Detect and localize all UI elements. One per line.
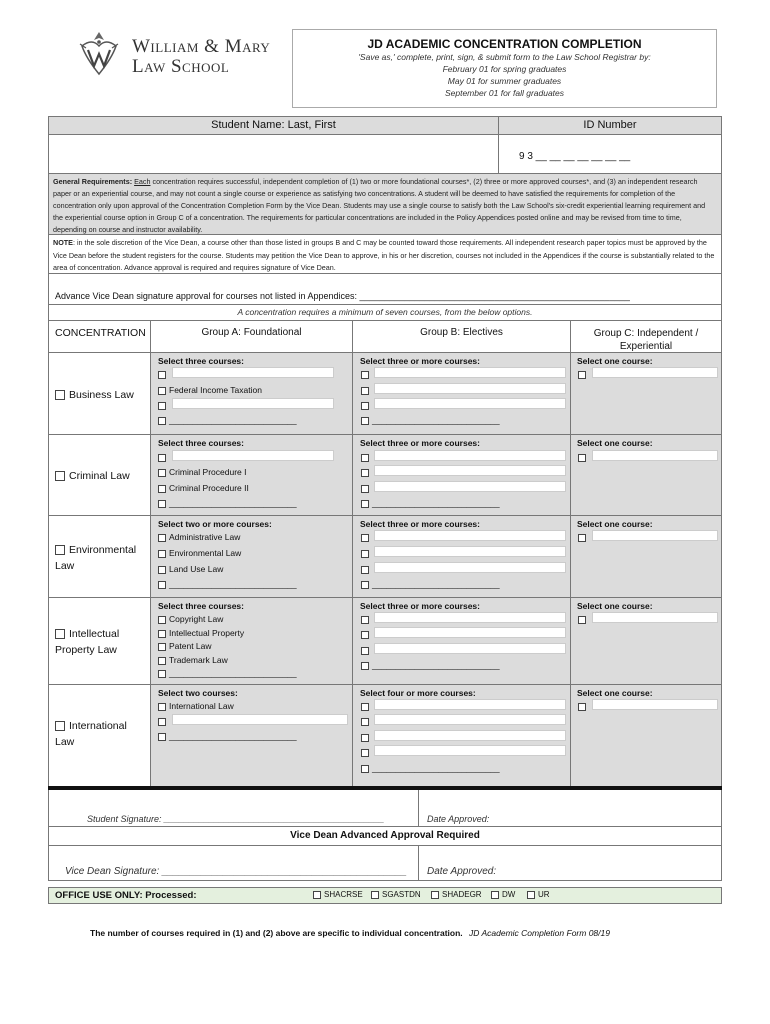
row2-b-opt1[interactable] [361, 452, 372, 462]
row4-a-opt5[interactable]: ___________________________ [158, 668, 297, 678]
checkbox[interactable] [158, 670, 166, 678]
row4-a-opt2[interactable]: Intellectual Property [158, 628, 244, 638]
checkbox[interactable] [158, 703, 166, 711]
row3-b-opt3[interactable] [361, 564, 372, 574]
advance-approval-row[interactable] [48, 273, 722, 305]
wm-crest-logo [74, 28, 124, 78]
row2-a-opt1[interactable] [158, 452, 169, 462]
checkbox[interactable] [158, 643, 166, 651]
row3-c-opt1[interactable] [578, 532, 589, 542]
group-c-header [570, 320, 722, 353]
checkbox[interactable] [361, 765, 369, 773]
row4-b-opt2[interactable] [361, 629, 372, 639]
row2-a-input1[interactable] [172, 450, 334, 461]
header-line-3: May 01 for summer graduates [447, 76, 562, 86]
checkbox[interactable] [158, 630, 166, 638]
row1-c-select-label: Select one course: [577, 356, 653, 366]
row3-b-opt1[interactable] [361, 532, 372, 542]
id-number-input[interactable] [498, 134, 722, 174]
row5-b-opt5[interactable]: ___________________________ [361, 763, 500, 773]
student-signature-row[interactable] [48, 790, 419, 827]
id-number-header [498, 116, 722, 135]
concentration-business-law[interactable] [55, 387, 134, 403]
checkbox[interactable] [158, 485, 166, 493]
row5-b-input4[interactable] [374, 745, 566, 756]
row3-b-input1[interactable] [374, 530, 566, 541]
date-approved-2-row[interactable] [418, 845, 722, 881]
checkbox[interactable] [361, 703, 369, 711]
vice-dean-header-row [48, 826, 722, 846]
row4-b-input3[interactable] [374, 643, 566, 654]
vice-dean-signature-row[interactable] [48, 845, 419, 881]
advance-approval-blank: ______________________________________________________ [359, 291, 630, 301]
header-line-1: 'Save as,' complete, print, sign, & submit form to the Law School Registrar by: [358, 52, 651, 62]
checkbox[interactable] [527, 891, 535, 899]
checkbox[interactable] [361, 454, 369, 462]
row5-c-opt1[interactable] [578, 701, 589, 711]
concentration-criminal-law[interactable] [55, 468, 130, 484]
checkbox[interactable] [361, 469, 369, 477]
group-b-header [352, 320, 571, 353]
concentration-ip-law[interactable] [55, 626, 147, 658]
office-code-sgastdn[interactable]: SGASTDN [371, 890, 421, 899]
row2-c-opt1[interactable] [578, 452, 589, 462]
row5-b-opt2[interactable] [361, 716, 372, 726]
checkbox[interactable] [158, 534, 166, 542]
checkbox[interactable] [361, 550, 369, 558]
student-name-label: Student Name: Last, First [211, 119, 336, 131]
advance-approval-label: Advance Vice Dean signature approval for courses not listed in Appendices: [55, 291, 358, 301]
row2-c-input1[interactable] [592, 450, 718, 461]
checkbox[interactable] [158, 657, 166, 665]
row2-c-select-label: Select one course: [577, 438, 653, 448]
concentration-col-header [48, 320, 151, 353]
row5-a-opt1[interactable]: International Law [158, 701, 234, 711]
row2-b-input3[interactable] [374, 481, 566, 492]
checkbox[interactable] [158, 566, 166, 574]
row1-c-opt1[interactable] [578, 369, 589, 379]
checkbox[interactable] [158, 371, 166, 379]
row5-b-opt3[interactable] [361, 732, 372, 742]
row5-a-input2[interactable] [172, 714, 348, 725]
footer-form-id: JD Academic Completion Form 08/19 [469, 928, 610, 938]
row1-b-opt4[interactable]: ___________________________ [361, 415, 500, 425]
criminal-law-name: Criminal Law [69, 470, 130, 482]
row1-b-select-label: Select three or more courses: [360, 356, 480, 366]
concentration-col-label: CONCENTRATION [55, 327, 146, 339]
row5-c-input1[interactable] [592, 699, 718, 710]
row5-a-opt2[interactable] [158, 716, 169, 726]
checkbox[interactable] [158, 454, 166, 462]
row4-c-select-label: Select one course: [577, 601, 653, 611]
checkbox[interactable] [158, 718, 166, 726]
checkbox[interactable] [361, 749, 369, 757]
row1-a-input1[interactable] [172, 367, 334, 378]
checkbox[interactable] [361, 631, 369, 639]
row4-a-select-label: Select three courses: [158, 601, 244, 611]
row3-b-input3[interactable] [374, 562, 566, 573]
checkbox[interactable] [578, 454, 586, 462]
checkbox[interactable] [158, 402, 166, 410]
date-approved-1-label: Date Approved: [427, 814, 490, 824]
row4-b-opt4[interactable]: ___________________________ [361, 660, 500, 670]
checkbox[interactable] [361, 581, 369, 589]
student-name-input[interactable] [48, 134, 499, 174]
form-title: JD ACADEMIC CONCENTRATION COMPLETION [367, 37, 642, 51]
footer-text: The number of courses required in (1) and (2) above are specific to individual concentration. [90, 928, 463, 938]
checkbox[interactable] [158, 616, 166, 624]
checkbox[interactable] [361, 485, 369, 493]
checkbox[interactable] [431, 891, 439, 899]
footer [90, 928, 610, 938]
row2-b-opt4[interactable]: ___________________________ [361, 498, 500, 508]
checkbox[interactable] [578, 534, 586, 542]
row5-b-select-label: Select four or more courses: [360, 688, 476, 698]
environmental-law-name: Environmental Law [55, 544, 137, 572]
concentration-international-law[interactable] [55, 718, 147, 750]
row5-b-opt4[interactable] [361, 747, 372, 757]
ip-law-checkbox[interactable] [55, 629, 65, 639]
row2-b-select-label: Select three or more courses: [360, 438, 480, 448]
group-a-header [150, 320, 353, 353]
row1-b-input1[interactable] [374, 367, 566, 378]
checkbox[interactable] [491, 891, 499, 899]
concentration-environmental-law[interactable] [55, 542, 147, 574]
row2-a-select-label: Select three courses: [158, 438, 244, 448]
row2-b-input2[interactable] [374, 465, 566, 476]
criminal-law-checkbox[interactable] [55, 471, 65, 481]
group-c-label: Group C: Independent / Experiential [593, 328, 699, 352]
row3-c-select-label: Select one course: [577, 519, 653, 529]
checkbox[interactable] [158, 733, 166, 741]
checkbox[interactable] [158, 469, 166, 477]
date-approved-2-label: Date Approved: [427, 866, 497, 877]
office-use-row [48, 887, 722, 904]
checkbox[interactable] [578, 371, 586, 379]
environmental-law-checkbox[interactable] [55, 545, 65, 555]
note-label: NOTE [53, 238, 73, 247]
checkbox[interactable] [158, 417, 166, 425]
office-code-shadegr[interactable]: SHADEGR [431, 890, 482, 899]
row3-b-opt4[interactable]: ___________________________ [361, 579, 500, 589]
checkbox[interactable] [158, 387, 166, 395]
general-req-text: concentration requires successful, independent completion of (1) two or more foundational courses*, (2) three or more approved courses*, and (3) an independent research paper or an experiential course, and may not count a single course or experience as satisfying two concentrations. A student will be deemed to have satisfied the requirements for completion of the concentration only upon approval of the Concentration Completion Form by the Vice Dean. Students may use a single course to satisfy both the Law School's six-credit experiential learning requirement and the experiential course option in Group C of a concentration. The requirements for particular concentrations are included in the Policy Appendices posted online and may be revised from time to time, depending on course and instructor availability. [53, 177, 706, 234]
checkbox[interactable] [578, 616, 586, 624]
row4-a-opt3[interactable]: Patent Law [158, 641, 212, 651]
checkbox[interactable] [361, 402, 369, 410]
vice-dean-signature-label: Vice Dean Signature: ____________________________________________ [65, 866, 407, 877]
business-law-checkbox[interactable] [55, 390, 65, 400]
row4-b-opt1[interactable] [361, 614, 372, 624]
checkbox[interactable] [361, 718, 369, 726]
checkbox[interactable] [361, 500, 369, 508]
checkbox[interactable] [361, 616, 369, 624]
row3-a-select-label: Select two or more courses: [158, 519, 272, 529]
checkbox[interactable] [361, 387, 369, 395]
id-number-value: 9 3 __ __ __ __ __ __ __ [519, 151, 631, 162]
row1-a-input3[interactable] [172, 398, 334, 409]
wm-logo-line2: Law School [132, 56, 230, 77]
header-line-2: February 01 for spring graduates [442, 64, 567, 74]
checkbox[interactable] [313, 891, 321, 899]
row5-b-input2[interactable] [374, 714, 566, 725]
checkbox[interactable] [361, 647, 369, 655]
student-name-header [48, 116, 499, 135]
row1-a-opt2[interactable]: Federal Income Taxation [158, 385, 262, 395]
row3-a-opt4[interactable]: ___________________________ [158, 579, 297, 589]
checkbox[interactable] [158, 581, 166, 589]
row1-b-input2[interactable] [374, 383, 566, 394]
row2-b-opt2[interactable] [361, 467, 372, 477]
general-req-each: Each [134, 177, 151, 186]
checkbox[interactable] [158, 550, 166, 558]
row2-b-opt3[interactable] [361, 483, 372, 493]
row3-c-input1[interactable] [592, 530, 718, 541]
checkbox[interactable] [361, 417, 369, 425]
office-code-shacrse[interactable]: SHACRSE [313, 890, 363, 899]
checkbox[interactable] [371, 891, 379, 899]
row1-a-opt1[interactable] [158, 369, 169, 379]
general-requirements [48, 173, 722, 235]
checkbox[interactable] [361, 566, 369, 574]
row2-a-opt2[interactable]: Criminal Procedure I [158, 467, 246, 477]
id-number-label: ID Number [583, 119, 637, 131]
row1-a-opt3[interactable] [158, 400, 169, 410]
row5-b-opt1[interactable] [361, 701, 372, 711]
business-law-name: Business Law [69, 389, 134, 401]
row3-a-opt1[interactable]: Administrative Law [158, 532, 240, 542]
row4-b-select-label: Select three or more courses: [360, 601, 480, 611]
row4-c-opt1[interactable] [578, 614, 589, 624]
row1-a-opt4[interactable]: ___________________________ [158, 415, 297, 425]
row1-b-opt2[interactable] [361, 385, 372, 395]
form-header [292, 29, 717, 108]
row4-b-opt3[interactable] [361, 645, 372, 655]
row4-a-opt1[interactable]: Copyright Law [158, 614, 223, 624]
row3-a-opt3[interactable]: Land Use Law [158, 564, 223, 574]
minimum-note: A concentration requires a minimum of seven courses, from the below options. [237, 307, 533, 317]
checkbox[interactable] [361, 371, 369, 379]
international-law-name: International Law [55, 720, 127, 748]
row4-a-opt4[interactable]: Trademark Law [158, 655, 228, 665]
row4-b-input1[interactable] [374, 612, 566, 623]
vice-dean-header: Vice Dean Advanced Approval Required [290, 830, 480, 841]
checkbox[interactable] [158, 500, 166, 508]
general-req-label: General Requirements: [53, 177, 133, 186]
office-use-label: OFFICE USE ONLY: Processed: [55, 890, 197, 901]
checkbox[interactable] [361, 734, 369, 742]
row4-b-input2[interactable] [374, 627, 566, 638]
checkbox[interactable] [578, 703, 586, 711]
row5-c-select-label: Select one course: [577, 688, 653, 698]
note-box [48, 234, 722, 274]
office-code-ur[interactable]: UR [527, 890, 550, 899]
row1-b-opt3[interactable] [361, 400, 372, 410]
row1-b-opt1[interactable] [361, 369, 372, 379]
ip-law-name: Intellectual Property Law [55, 628, 120, 656]
row2-b-input1[interactable] [374, 450, 566, 461]
office-code-dw[interactable]: DW [491, 890, 515, 899]
row3-b-input2[interactable] [374, 546, 566, 557]
group-a-label: Group A: Foundational [201, 327, 302, 338]
wm-logo-line1: William & Mary [132, 36, 271, 57]
row5-a-select-label: Select two courses: [158, 688, 238, 698]
minimum-note-row [48, 304, 722, 321]
group-b-label: Group B: Electives [420, 327, 503, 338]
checkbox[interactable] [361, 534, 369, 542]
row5-b-input3[interactable] [374, 730, 566, 741]
date-approved-1-row[interactable] [418, 790, 722, 827]
row2-a-opt4[interactable]: ___________________________ [158, 498, 297, 508]
row3-b-opt2[interactable] [361, 548, 372, 558]
note-text: : in the sole discretion of the Vice Dean, a course other than those listed in groups B and C may be counted toward those requirements. All independent research paper topics must be approved by the Vice Dean before the student registers for the course. Students may petition the Vice Dean to approve, in his or her discretion, courses not included in the Appendices if the course is substantially related to the area of concentration. Advance approval is required and requires signature of Vice Dean. [53, 238, 715, 272]
international-law-checkbox[interactable] [55, 721, 65, 731]
row5-a-opt3[interactable]: ___________________________ [158, 731, 297, 741]
row3-a-opt2[interactable]: Environmental Law [158, 548, 241, 558]
checkbox[interactable] [361, 662, 369, 670]
student-signature-label: Student Signature: ____________________________________________ [87, 814, 385, 824]
row1-c-input1[interactable] [592, 367, 718, 378]
row5-b-input1[interactable] [374, 699, 566, 710]
row1-a-select-label: Select three courses: [158, 356, 244, 366]
row1-b-input3[interactable] [374, 398, 566, 409]
header-line-4: September 01 for fall graduates [444, 88, 565, 98]
row3-b-select-label: Select three or more courses: [360, 519, 480, 529]
row4-c-input1[interactable] [592, 612, 718, 623]
row2-a-opt3[interactable]: Criminal Procedure II [158, 483, 249, 493]
